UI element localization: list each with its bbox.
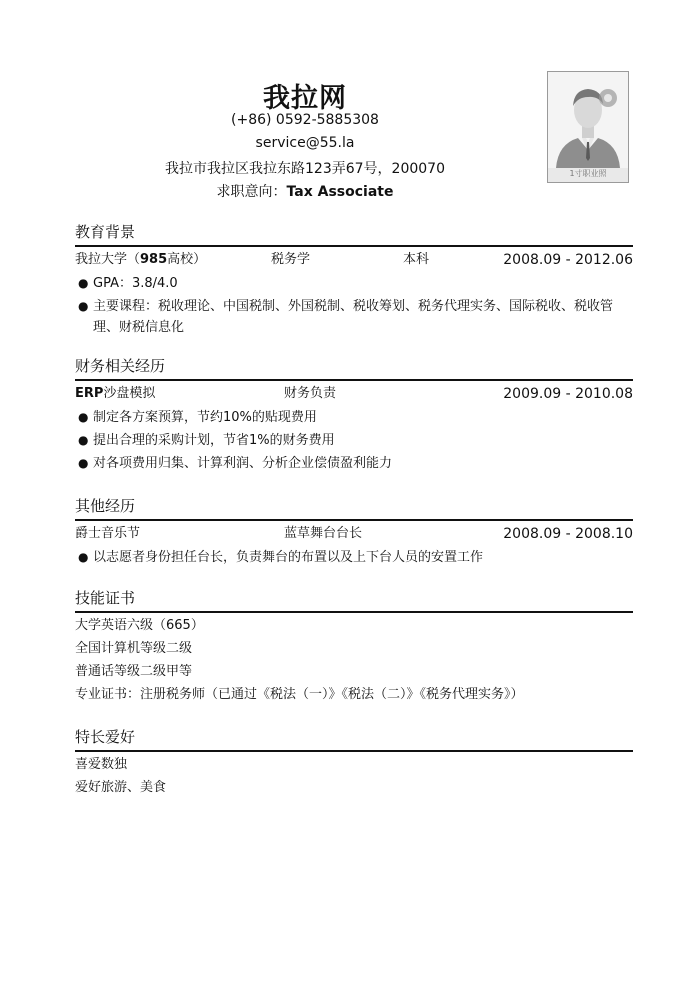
finance-role: 财务负责 <box>284 386 337 401</box>
hobby-item: 爱好旅游、美食 <box>75 780 167 795</box>
skills-section <box>75 588 633 705</box>
profile-photo <box>547 71 629 183</box>
education-title: 教育背景 <box>75 223 136 241</box>
other-bullets <box>75 547 633 568</box>
bullet-icon: ● <box>78 299 89 313</box>
hobby-item: 喜爱数独 <box>75 757 128 772</box>
hobbies-title: 特长爱好 <box>75 728 136 746</box>
skills-title: 技能证书 <box>75 589 136 607</box>
list-item <box>75 273 633 294</box>
skill-item: 普通话等级二级甲等 <box>75 664 193 679</box>
other-role: 蓝草舞台台长 <box>284 526 363 541</box>
phone-number: (+86) 0592-5885308 <box>231 112 379 128</box>
finance-row <box>75 383 633 405</box>
bullet-icon: ● <box>78 410 89 424</box>
education-bullets <box>75 273 633 338</box>
other-title: 其他经历 <box>75 497 136 515</box>
finance-section <box>75 356 633 474</box>
bullet-text: 制定各方案预算，节约10%的贴现费用 <box>93 410 317 425</box>
degree: 本科 <box>403 252 430 267</box>
bullet-icon: ● <box>78 433 89 447</box>
list-item <box>75 407 633 428</box>
finance-org <box>75 383 155 405</box>
bullet-text: 提出合理的采购计划，节省1%的财务费用 <box>93 433 335 448</box>
person-placeholder-icon <box>548 72 628 182</box>
org-rest: 沙盘模拟 <box>103 386 156 401</box>
education-date: 2008.09 - 2012.06 <box>503 252 633 268</box>
major: 税务学 <box>271 252 311 267</box>
email-address: service@55.la <box>255 135 355 151</box>
education-section <box>75 222 633 338</box>
other-section <box>75 496 633 568</box>
list-item <box>75 296 633 338</box>
bullet-text: 以志愿者身份担任台长，负责舞台的布置以及上下台人员的安置工作 <box>93 550 484 565</box>
other-row <box>75 523 633 545</box>
list-item <box>75 453 633 474</box>
photo-caption: 1寸职业照 <box>569 169 607 178</box>
bullet-text: GPA：3.8/4.0 <box>93 276 178 291</box>
section-divider <box>75 750 633 752</box>
objective-label: 求职意向： <box>216 184 287 200</box>
section-divider <box>75 611 633 613</box>
finance-title: 财务相关经历 <box>75 357 166 375</box>
candidate-name: 我拉网 <box>263 83 347 114</box>
other-org: 爵士音乐节 <box>75 526 141 541</box>
bullet-text: 主要课程：税收理论、中国税制、外国税制、税收筹划、税务代理实务、国际税收、税收管理、财税信息化 <box>93 299 614 335</box>
school-tier: 985 <box>140 252 168 267</box>
skill-item: 大学英语六级（665） <box>75 618 204 633</box>
hobbies-section <box>75 727 633 798</box>
org-bold: ERP <box>75 386 104 401</box>
school-prefix: 我拉大学（ <box>75 252 141 267</box>
bullet-icon: ● <box>78 276 89 290</box>
skill-item: 专业证书：注册税务师（已通过《税法（一）》《税法（二）》《税务代理实务》） <box>75 687 524 702</box>
list-item <box>75 547 633 568</box>
school-suffix: 高校） <box>167 252 207 267</box>
education-row <box>75 249 633 271</box>
job-objective <box>0 181 610 201</box>
bullet-icon: ● <box>78 456 89 470</box>
bullet-icon: ● <box>78 550 89 564</box>
other-date: 2008.09 - 2008.10 <box>503 526 633 542</box>
school-name <box>75 249 206 271</box>
list-item <box>75 430 633 451</box>
section-divider <box>75 519 633 521</box>
bullet-text: 对各项费用归集、计算利润、分析企业偿债盈利能力 <box>93 456 393 471</box>
skill-item: 全国计算机等级二级 <box>75 641 193 656</box>
postal-address: 我拉市我拉区我拉东路123弄67号，200070 <box>165 161 445 177</box>
finance-bullets <box>75 407 633 474</box>
objective-value: Tax Associate <box>286 184 394 200</box>
section-divider <box>75 245 633 247</box>
section-divider <box>75 379 633 381</box>
finance-date: 2009.09 - 2010.08 <box>503 386 633 402</box>
